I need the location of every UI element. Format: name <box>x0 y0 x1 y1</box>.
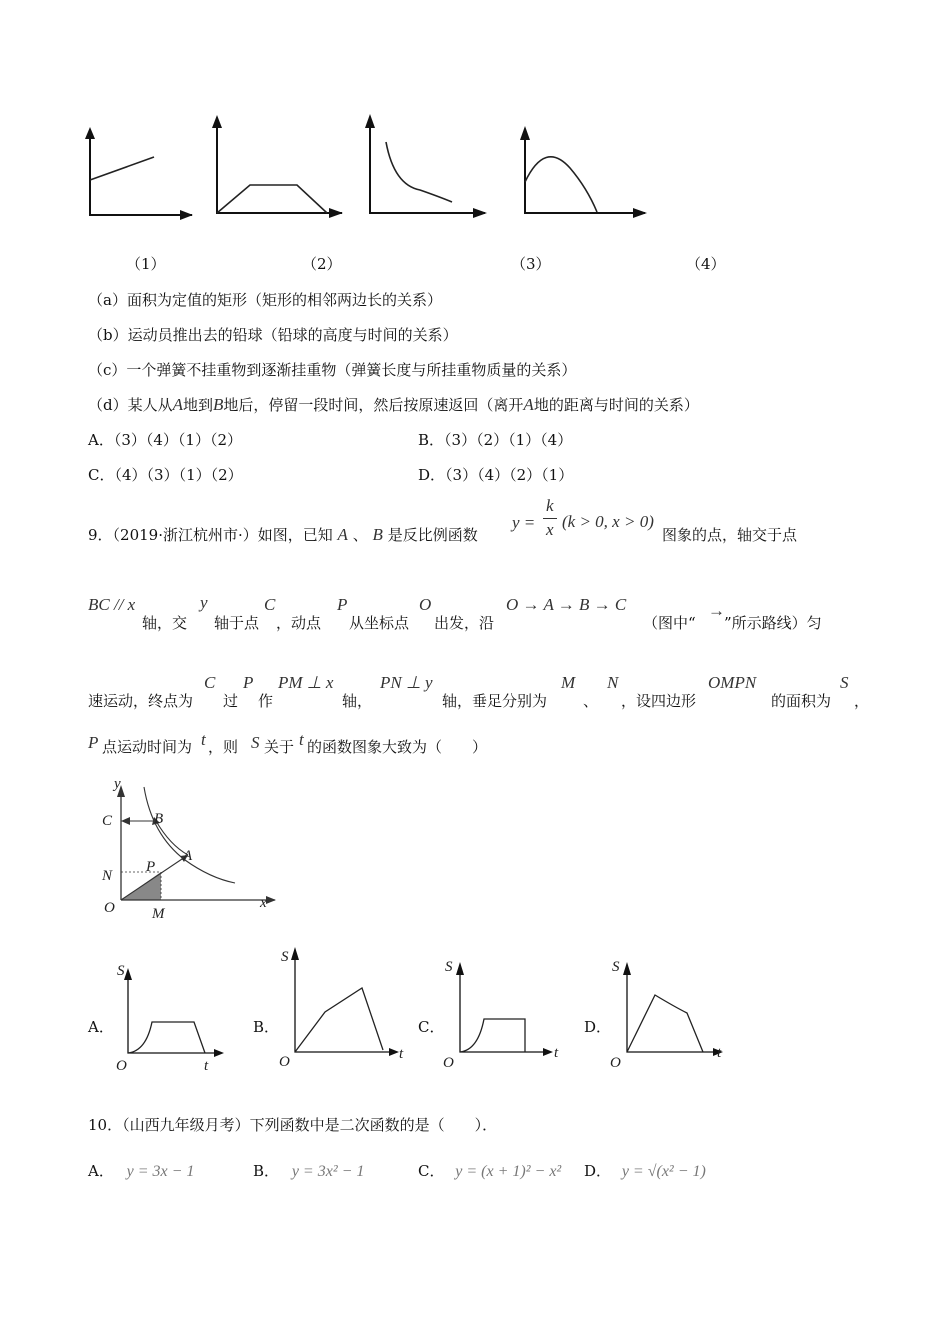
graph-3 <box>360 110 500 225</box>
fig-label-B: B <box>154 811 164 827</box>
q9-line-1-end: 图象的点，轴交于点 <box>662 526 798 544</box>
fig-label-M: M <box>152 906 165 922</box>
svg-text:O: O <box>116 1058 127 1074</box>
q8-item-d: （d）某人从A地到B地后，停留一段时间，然后按原速返回（离开A地的距离与时间的关系） <box>88 395 699 414</box>
svg-text:S: S <box>117 963 125 979</box>
fraction-bar <box>543 518 557 519</box>
graph-2 <box>207 110 352 225</box>
svg-text:S: S <box>612 959 620 975</box>
graph-label-3: （3） <box>511 255 551 273</box>
q9-option-b-label[interactable]: B． <box>253 1018 280 1036</box>
graph-4 <box>515 120 655 225</box>
graph-label-4: （4） <box>686 255 726 273</box>
svg-text:t: t <box>717 1045 722 1061</box>
q9-option-d-label[interactable]: D． <box>584 1018 612 1036</box>
q9-option-a-label[interactable]: A． <box>88 1018 114 1036</box>
q8-option-c[interactable]: C．（4）（3）（1）（2） <box>88 466 243 484</box>
q8-item-c: （c）一个弹簧不挂重物到逐渐挂重物（弹簧长度与所挂重物质量的关系） <box>88 361 577 379</box>
q8-option-d[interactable]: D．（3）（4）（2）（1） <box>418 466 574 484</box>
q8-option-a[interactable]: A．（3）（4）（1）（2） <box>88 431 243 449</box>
svg-text:t: t <box>399 1046 404 1062</box>
fig-label-A: A <box>183 848 193 864</box>
fig-label-P: P <box>146 859 156 875</box>
q8-item-a: （a）面积为定值的矩形（矩形的相邻两边长的关系） <box>88 291 442 309</box>
fig-label-N: N <box>102 868 113 884</box>
graph-label-1: （1） <box>126 255 166 273</box>
q10-stem: 10．（山西九年级月考）下列函数中是二次函数的是（ ）． <box>88 1116 498 1134</box>
svg-text:S: S <box>281 949 289 965</box>
q8-option-b[interactable]: B．（3）（2）（1）（4） <box>418 431 573 449</box>
svg-text:S: S <box>445 959 453 975</box>
q9-line-3: 速运动，终点为 C 过 P 作 PM ⊥ x 轴， PN ⊥ y 轴，垂足分别为 M 、 N ，设四边形 OMPN 的面积为 S ， <box>88 673 870 710</box>
q8-item-b: （b）运动员推出去的铅球（铅球的高度与时间的关系） <box>88 326 458 344</box>
q9-option-c-graph[interactable] <box>440 955 565 1070</box>
graph-1 <box>80 125 200 225</box>
svg-text:t: t <box>204 1058 209 1074</box>
q9-line-2: BC // x 轴，交 y 轴于点 C ，动点 P 从坐标点 O 出发，沿 O → A → B → C （图中“ → ”所示路线）匀 <box>88 593 822 632</box>
q10-option-d[interactable]: D． y = √(x² − 1) <box>584 1162 706 1180</box>
q9-option-b-graph[interactable] <box>277 940 412 1070</box>
q10-option-a[interactable]: A． y = 3x − 1 <box>88 1162 195 1180</box>
q9-option-a-graph[interactable] <box>108 958 228 1073</box>
q10-option-b[interactable]: B． y = 3x² − 1 <box>253 1162 365 1180</box>
q10-option-c[interactable]: C． y = (x + 1)² − x² <box>418 1162 562 1180</box>
fig-label-y: y <box>114 776 121 792</box>
fig-label-x: x <box>260 895 267 911</box>
q9-figure <box>90 775 290 925</box>
svg-text:O: O <box>610 1055 621 1071</box>
svg-text:O: O <box>443 1055 454 1071</box>
q9-line-1: 9．（2019·浙江杭州市·）如图，已知 A 、 B 是反比例函数 <box>88 525 478 544</box>
q9-line-4: P 点运动时间为 t ，则 S 关于 t 的函数图象大致为（ ） <box>88 730 488 756</box>
fig-label-O: O <box>104 900 115 916</box>
svg-text:t: t <box>554 1045 559 1061</box>
graph-label-2: （2） <box>302 255 342 273</box>
q9-option-d-graph[interactable] <box>607 955 732 1070</box>
q9-option-c-label[interactable]: C． <box>418 1018 445 1036</box>
svg-text:O: O <box>279 1054 290 1070</box>
fig-label-C: C <box>102 813 113 829</box>
